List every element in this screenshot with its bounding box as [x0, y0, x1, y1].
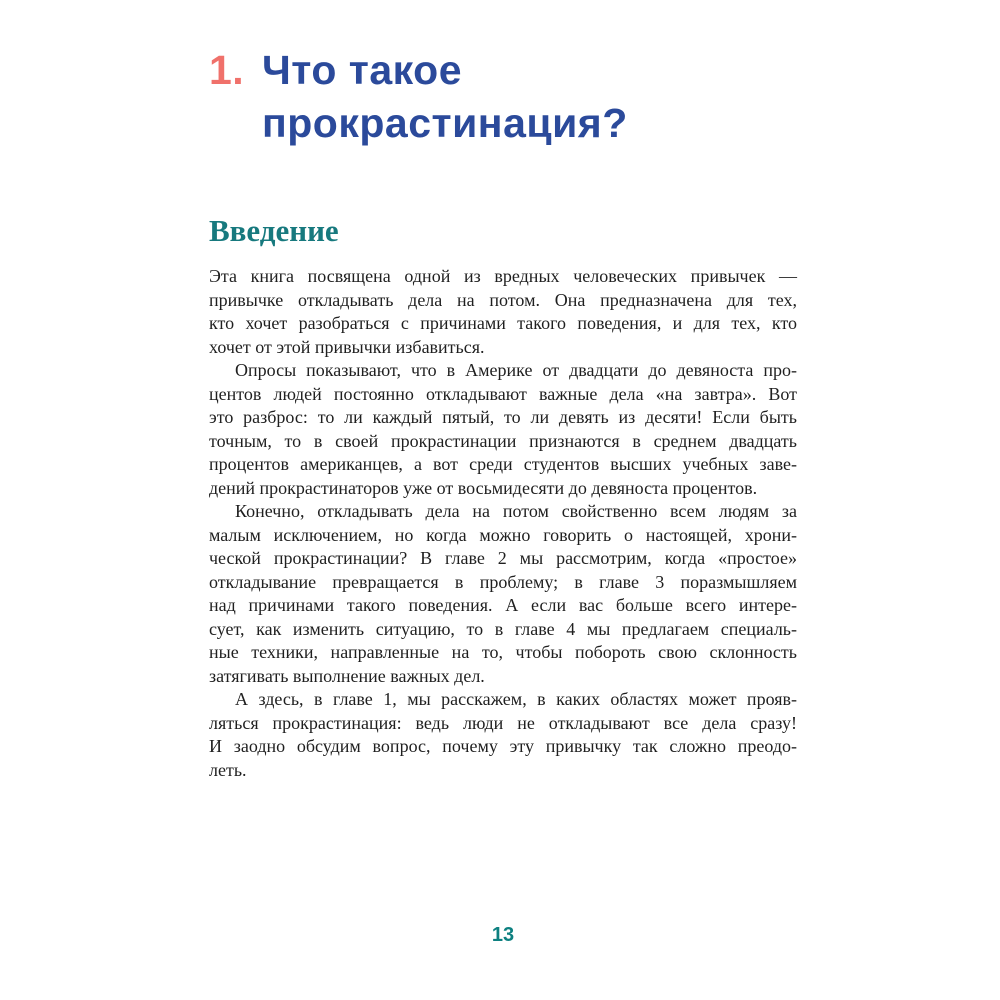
body-line-p3-3: ческой прокрастинации? В главе 2 мы рассмотрим, когда «простое» — [209, 548, 797, 568]
body-line-p3-1: Конечно, откладывать дела на потом свойственно всем людям за — [235, 501, 797, 521]
body-line-p2-6: дений прокрастинаторов уже от восьмидесяти до девяноста процентов. — [209, 477, 758, 498]
body-line-p4-1: А здесь, в главе 1, мы расскажем, в каких областях может прояв- — [235, 689, 797, 709]
body-line-p2-1: Опросы показывают, что в Америке от двадцати до девяноста про- — [235, 360, 797, 380]
chapter-title-line-2: прокрастинация? — [262, 100, 628, 146]
chapter-number: 1. — [209, 47, 245, 93]
body-line-p3-4: откладывание превращается в проблему; в главе 3 поразмышляем — [209, 571, 797, 592]
body-line-p1-1: Эта книга посвящена одной из вредных человеческих привычек — — [209, 266, 797, 286]
body-line-p2-2: центов людей постоянно откладывают важные дела «на завтра». Вот — [209, 383, 797, 404]
body-line-p2-3: это разброс: то ли каждый пятый, то ли девять из десяти! Если быть — [209, 407, 797, 427]
chapter-title-line-1: Что такое — [262, 47, 462, 93]
body-line-p2-4: точным, то в своей прокрастинации признаются в среднем двадцать — [209, 430, 797, 451]
section-title: Введение — [209, 213, 339, 248]
body-line-p4-2: ляться прокрастинация: ведь люди не откладывают все дела сразу! — [209, 712, 797, 733]
page-content — [209, 0, 797, 782]
body-text — [209, 265, 797, 782]
body-line-p2-5: процентов американцев, а вот среди студентов высших учебных заве- — [209, 454, 797, 474]
body-line-p1-3: кто хочет разобраться с причинами такого поведения, и для тех, кто — [209, 313, 797, 333]
body-line-p1-2: привычке откладывать дела на потом. Она предназначена для тех, — [209, 289, 797, 310]
body-line-p4-4: леть. — [209, 759, 247, 780]
page-number: 13 — [491, 924, 515, 946]
body-line-p3-5: над причинами такого поведения. А если вас больше всего интере- — [209, 595, 797, 615]
body-line-p3-2: малым исключением, но когда можно говорить о настоящей, хрони- — [209, 524, 797, 545]
body-line-p3-6: сует, как изменить ситуацию, то в главе 4 мы предлагаем специаль- — [209, 618, 797, 639]
chapter-title — [262, 44, 628, 150]
body-line-p3-7: ные техники, направленные на то, чтобы побороть свою склонность — [209, 642, 797, 662]
body-line-p3-8: затягивать выполнение важных дел. — [209, 665, 485, 686]
chapter-heading — [209, 44, 797, 150]
body-line-p1-4: хочет от этой привычки избавиться. — [209, 336, 485, 357]
body-line-p4-3: И заодно обсудим вопрос, почему эту привычку так сложно преодо- — [209, 736, 797, 756]
